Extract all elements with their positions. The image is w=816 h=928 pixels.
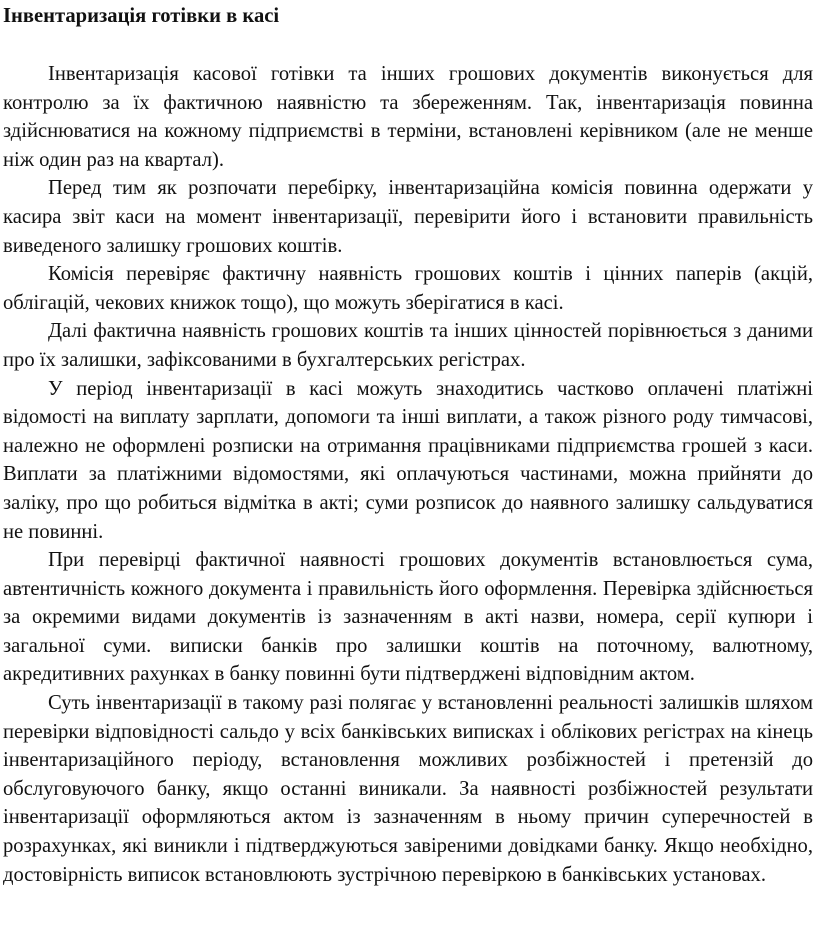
paragraph-cashier-report: Перед тим як розпочати перебірку, інвентаризаційна комісія повинна одержати у касира звіт каси на момент інвентаризації, перевірити його і встановити правильність виведеного залишку грошових коштів. [3, 177, 813, 257]
paragraph-comparison: Далі фактична наявність грошових коштів та інших цінностей порівнюється з даними про їх залишки, зафіксованими в бухгалтерських регістрах. [3, 320, 813, 371]
paragraph-bank-reconciliation: Суть інвентаризації в такому разі полягає у встановленні реальності залишків шляхом перевірки відповідності сальдо у всіх банківських виписках і облікових регістрах на кінець інвентаризаційного періоду, встановлення можливих розбіжностей і претензій до обслуговуючого банку, якщо останні виникали. За наявності розбіжностей результати інвентаризації оформляються актом із зазначенням в ньому причин суперечностей в розрахунках, які виникли і підтверджуються завіреними довідками банку. Якщо необхідно, достовірність виписок встановлюють зустрічною перевіркою в банківських установах. [3, 692, 813, 886]
paragraph-partial-payments: У період інвентаризації в касі можуть знаходитись частково оплачені платіжні відомості на виплату зарплати, допомоги та інші виплати, а також різного роду тимчасові, належно не оформлені розписки на отримання працівниками підприємства грошей з каси. Виплати за платіжними відомостями, які оплачуються частинами, можна прийняти до заліку, про що робиться відмітка в акті; суми розписок до наявного залишку сальдуватися не повинні. [3, 377, 813, 543]
paragraph-purpose: Інвентаризація касової готівки та інших грошових документів виконується для контролю за їх фактичною наявністю та збереженням. Так, інвентаризація повинна здійснюватися на кожному підприємстві в терміни, встановлені керівником (але не менше ніж один раз на квартал). [3, 63, 813, 171]
paragraph-commission-check: Комісія перевіряє фактичну наявність грошових коштів і цінних паперів (акцій, облігацій, чекових книжок тощо), що можуть зберігатися в касі. [3, 263, 813, 314]
paragraph-document-verification: При перевірці фактичної наявності грошових документів встановлюється сума, автентичність кожного документа і правильність його оформлення. Перевірка здійснюється за окремими видами документів із зазначенням в акті назви, номера, серії купюри і загальної суми. виписки банків про залишки коштів на поточному, валютному, акредитивних рахунках в банку повинні бути підтверджені відповідним актом. [3, 549, 813, 686]
document-title: Інвентаризація готівки в касі [3, 5, 280, 27]
